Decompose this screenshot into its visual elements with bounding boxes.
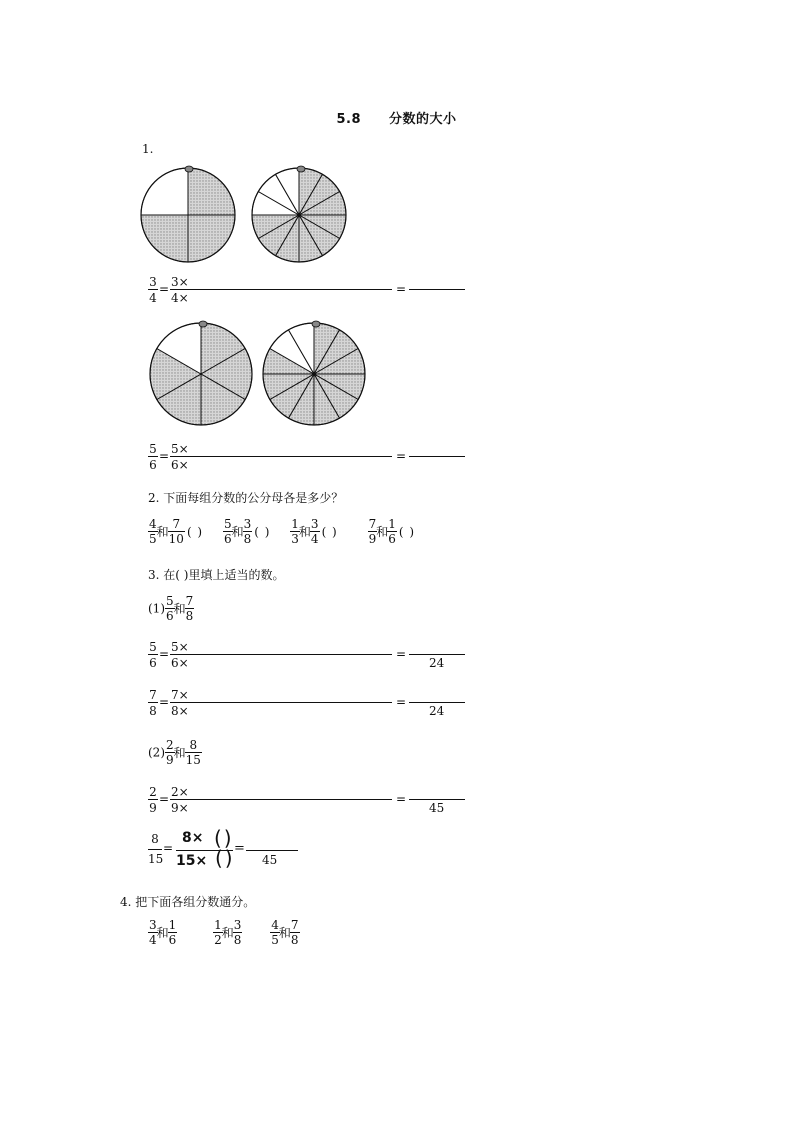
q3-equation-4: 8 15 = 8× ( ) 15× ( ) = 45 bbox=[148, 832, 468, 872]
stem-mark bbox=[199, 321, 207, 327]
circle-sixths bbox=[150, 321, 252, 425]
question-4-label: 4. 把下面各组分数通分。 bbox=[120, 895, 256, 909]
answer-blank[interactable] bbox=[409, 702, 465, 703]
q4-pair-1: $\frac{3}{4}$ 和 $\frac{1}{6}$ bbox=[149, 918, 177, 947]
answer-blank[interactable]: ( ) bbox=[254, 524, 271, 539]
circle-quarters bbox=[141, 166, 235, 262]
circle-diagrams-row-2 bbox=[144, 318, 374, 430]
q2-pair-2: $\frac{5}{6}$ 和 $\frac{3}{8}$ ( ) bbox=[223, 517, 271, 546]
stem-mark bbox=[297, 166, 305, 172]
question-3-label: 3. 在( )里填上适当的数。 bbox=[148, 568, 285, 582]
q2-pair-3: $\frac{1}{3}$ 和 $\frac{3}{4}$ ( ) bbox=[291, 517, 338, 546]
answer-blank[interactable] bbox=[409, 654, 465, 655]
q3-equation-1: 5 6 = 5× 6× = 24 bbox=[148, 641, 478, 673]
q3-equation-2: 7 8 = 7× 8× = 24 bbox=[148, 689, 478, 721]
q4-pair-2: $\frac{1}{2}$ 和 $\frac{3}{8}$ bbox=[214, 918, 242, 947]
q3-part-1: (1) $\frac{5}{6}$ 和 $\frac{7}{8}$ bbox=[148, 594, 194, 623]
circle-twelfths bbox=[252, 166, 346, 262]
section-title: 分数的大小 bbox=[389, 112, 457, 127]
q1-equation-2: 5 6 = 5× 6× = bbox=[148, 443, 478, 475]
q4-pairs bbox=[148, 918, 300, 947]
answer-blank[interactable]: ( ) bbox=[398, 524, 416, 539]
q3-equation-3: 2 9 = 2× 9× = 45 bbox=[148, 786, 478, 818]
q3-part-2: (2) $\frac{2}{9}$ 和 $\frac{8}{15}$ bbox=[148, 738, 201, 767]
answer-blank[interactable]: ( ) bbox=[186, 524, 204, 539]
q2-pair-4: $\frac{7}{9}$ 和 $\frac{1}{6}$ ( ) bbox=[368, 517, 416, 546]
stem-mark bbox=[312, 321, 320, 327]
answer-blank[interactable]: ( ) bbox=[321, 524, 338, 539]
q2-pairs bbox=[148, 517, 415, 546]
q2-pair-1: $\frac{4}{5}$ 和 $\frac{7}{10}$ ( ) bbox=[149, 517, 204, 546]
answer-blank[interactable] bbox=[409, 456, 465, 457]
section-number: 5.8 bbox=[336, 112, 361, 127]
question-1-label: 1. bbox=[142, 142, 154, 156]
answer-blank[interactable] bbox=[409, 289, 465, 290]
q1-equation-1: 3 4 = 3× 4× = bbox=[148, 276, 478, 308]
page-title bbox=[0, 108, 793, 127]
answer-blank[interactable] bbox=[246, 850, 298, 851]
q4-pair-3: $\frac{4}{5}$ 和 $\frac{7}{8}$ bbox=[271, 918, 299, 947]
circle-twelfths-2 bbox=[263, 321, 365, 425]
circle-diagrams-row-1 bbox=[136, 162, 366, 267]
answer-blank[interactable] bbox=[409, 799, 465, 800]
answer-blank[interactable]: ( ) bbox=[214, 826, 232, 850]
question-2-label: 2. 下面每组分数的公分母各是多少？ bbox=[148, 491, 344, 505]
answer-blank[interactable]: ( ) bbox=[215, 846, 233, 870]
